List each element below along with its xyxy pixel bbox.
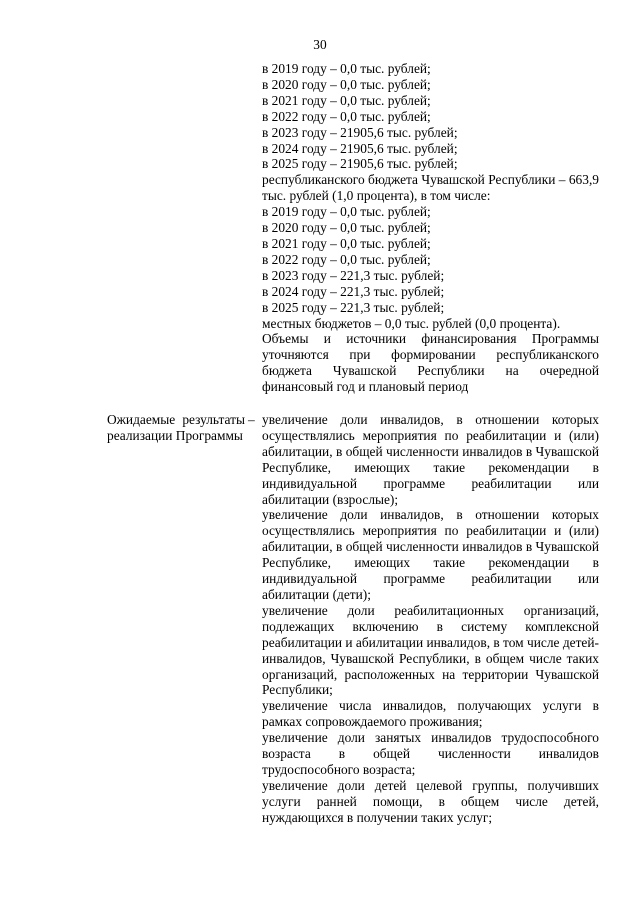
funding-year-line: в 2019 году – 0,0 тыс. рублей; [262, 204, 431, 220]
local-budget-text: местных бюджетов – 0,0 тыс. рублей (0,0 процента). [262, 315, 561, 331]
expected-results-label: Ожидаемые результаты реализации Программы [107, 412, 245, 443]
result-item: увеличение доли детей целевой группы, получивших услуги ранней помощи, в общем числе детей, нуждающихся в получении таких услуг; [262, 777, 599, 825]
funding-year-line: в 2024 году – 21905,6 тыс. рублей; [262, 140, 458, 156]
republic-budget-text: республиканского бюджета Чувашской Республики – 663,9 тыс. рублей (1,0 процента), в том числе: [262, 172, 599, 204]
funding-year-line: в 2021 году – 0,0 тыс. рублей; [262, 235, 431, 251]
funding-year-line: в 2023 году – 221,3 тыс. рублей; [262, 267, 445, 283]
result-item: увеличение доли инвалидов, в отношении которых осуществлялись мероприятия по реабилитации и (или) абилитации, в общей численности инвалидов в Чувашской Республике, имеющих такие рекомендации в индивидуальной программе реабилитации или абилитации (дети); [262, 507, 599, 602]
funding-year-line: в 2025 году – 21905,6 тыс. рублей; [262, 156, 458, 172]
funding-note: Объемы и источники финансирования Программы уточняются при формировании республиканского бюджета Чувашской Республики на очередной финансовый год и плановый период [262, 331, 599, 395]
label-dash: – [248, 412, 255, 427]
page-number: 30 [313, 37, 327, 52]
result-item: увеличение доли инвалидов, в отношении которых осуществлялись мероприятия по реабилитации и (или) абилитации, в общей численности инвалидов в Чувашской Республике, имеющих такие рекомендации в индивидуальной программе реабилитации или абилитации (взрослые); [262, 412, 599, 507]
funding-year-line: в 2021 году – 0,0 тыс. рублей; [262, 92, 431, 108]
funding-year-line: в 2019 году – 0,0 тыс. рублей; [262, 61, 431, 76]
funding-year-line: в 2025 году – 221,3 тыс. рублей; [262, 299, 445, 315]
result-item: увеличение доли занятых инвалидов трудоспособного возраста в общей численности инвалидов трудоспособного возраста; [262, 730, 599, 777]
funding-year-line: в 2022 году – 0,0 тыс. рублей; [262, 251, 431, 267]
result-item: увеличение числа инвалидов, получающих услуги в рамках сопровождаемого проживания; [262, 698, 599, 730]
expected-results-list [262, 412, 599, 826]
funding-year-line: в 2020 году – 0,0 тыс. рублей; [262, 220, 431, 236]
republic-funding-list [262, 204, 599, 315]
funding-year-line: в 2022 году – 0,0 тыс. рублей; [262, 108, 431, 124]
funding-year-line: в 2023 году – 21905,6 тыс. рублей; [262, 124, 458, 140]
result-item: увеличение доли реабилитационных организаций, подлежащих включению в систему комплексной реабилитации и абилитации инвалидов, в том числе детей-инвалидов, Чувашской Республики, в общем числе таких организаций, расположенных на территории Чувашской Республики; [262, 602, 599, 698]
federal-funding-list [262, 61, 599, 172]
funding-block [262, 61, 599, 395]
funding-year-line: в 2020 году – 0,0 тыс. рублей; [262, 76, 431, 92]
funding-year-line: в 2024 году – 221,3 тыс. рублей; [262, 283, 445, 299]
